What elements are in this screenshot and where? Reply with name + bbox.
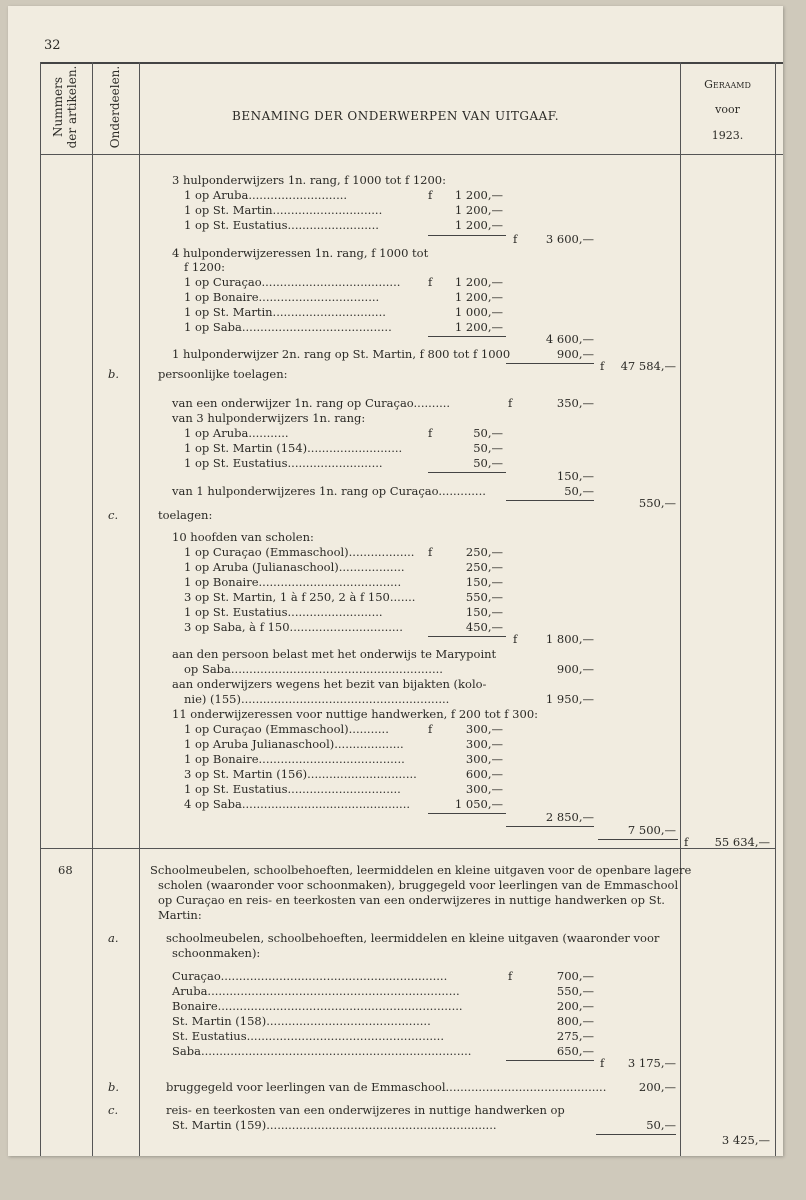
text-line: 1 op Aruba........................... — [184, 188, 348, 202]
amount: 275,— — [556, 1029, 594, 1043]
text-line: van 1 hulponderwijzeres 1n. rang op Curaçao............. — [172, 484, 486, 498]
article-description-line: scholen (waaronder voor schoonmaken), bruggegeld voor leerlingen van de Emmaschool — [158, 878, 679, 892]
text-line: reis- en teerkosten van een onderwijzeres in nuttige handwerken op — [166, 1103, 565, 1117]
header-estimate-year: 1923. — [711, 129, 744, 142]
amount: 550,— — [638, 496, 676, 510]
amount: 200,— — [638, 1080, 676, 1094]
amount: 350,— — [556, 396, 594, 410]
right-border — [775, 62, 776, 1156]
col1-divider — [92, 62, 93, 1156]
subdivision-letter: a. — [108, 931, 119, 945]
amount: 150,— — [556, 469, 594, 483]
text-line: 1 op Curaçao (Emmaschool)........... — [184, 722, 389, 736]
amount: 3 175,— — [627, 1056, 676, 1070]
page-number: 32 — [44, 38, 61, 53]
header-col-articles-line1: Nummers — [51, 77, 65, 137]
amount: 47 584,— — [620, 359, 676, 373]
amount: 2 850,— — [545, 810, 594, 824]
text-line: schoolmeubelen, schoolbehoeften, leermiddelen en kleine uitgaven (waaronder voor — [166, 931, 660, 945]
text-line: 1 op St. Martin............................... — [184, 305, 386, 319]
text-line: 10 hoofden van scholen: — [172, 530, 314, 544]
amount: 7 500,— — [627, 823, 676, 837]
sum-rule — [428, 813, 506, 814]
text-line: 1 op Saba......................................... — [184, 320, 392, 334]
currency-f: f — [513, 632, 518, 646]
text-line: 1 op Aruba (Julianaschool).................. — [184, 560, 405, 574]
sum-rule — [506, 826, 594, 827]
currency-f: f — [508, 969, 513, 983]
amount: 900,— — [556, 347, 594, 361]
text-line: nie) (155)......................................................... — [184, 692, 450, 706]
amount: 550,— — [465, 590, 503, 604]
amount: 150,— — [465, 575, 503, 589]
text-line: 1 op St. Eustatius......................... — [184, 218, 379, 232]
amount: 550,— — [556, 984, 594, 998]
amount: 50,— — [646, 1118, 676, 1132]
grand-total: 3 425,— — [721, 1133, 770, 1147]
article-number: 68 — [58, 863, 73, 877]
amount: 3 600,— — [545, 232, 594, 246]
text-line: Aruba..................................................................... — [172, 984, 460, 998]
article-description-line: op Curaçao en reis- en teerkosten van een onderwijzeres in nuttige handwerken op St. — [158, 893, 665, 907]
amount: 600,— — [465, 767, 503, 781]
subdivision-letter: b. — [108, 367, 120, 381]
amount: 1 950,— — [545, 692, 594, 706]
amount: 900,— — [556, 662, 594, 676]
header-estimate-for: voor — [715, 103, 740, 116]
col3-divider — [680, 62, 681, 1156]
currency-f: f — [428, 275, 433, 289]
text-line: 3 hulponderwijzers 1n. rang, f 1000 tot f 1200: — [172, 173, 447, 187]
text-line: 1 op St. Eustatius............................... — [184, 782, 401, 796]
text-line: aan den persoon belast met het onderwijs te Marypoint — [172, 647, 497, 661]
text-line: 3 op St. Martin (156).............................. — [184, 767, 417, 781]
section-heading: persoonlijke toelagen: — [158, 367, 288, 381]
currency-f: f — [513, 232, 518, 246]
amount: 50,— — [473, 426, 503, 440]
amount: 1 200,— — [454, 203, 503, 217]
amount: 50,— — [473, 456, 503, 470]
text-line: op Saba.......................................................... — [184, 662, 443, 676]
amount: 700,— — [556, 969, 594, 983]
currency-f: f — [600, 359, 605, 373]
amount: 150,— — [465, 605, 503, 619]
sum-rule — [428, 336, 506, 337]
text-line: f 1200: — [184, 260, 226, 274]
amount: 300,— — [465, 752, 503, 766]
text-line: van 3 hulponderwijzers 1n. rang: — [172, 411, 366, 425]
text-line: 1 op Aruba Julianaschool)................... — [184, 737, 404, 751]
text-line: 1 op St. Martin (154).......................... — [184, 441, 403, 455]
currency-f: f — [508, 396, 513, 410]
currency-f: f — [428, 426, 433, 440]
currency-f: f — [600, 1056, 605, 1070]
text-line: 3 op Saba, à f 150............................... — [184, 620, 403, 634]
header-bottom-rule — [40, 154, 783, 155]
text-line: Bonaire................................................................... — [172, 999, 463, 1013]
amount: 300,— — [465, 722, 503, 736]
sum-rule — [596, 1134, 676, 1135]
text-line: 1 op Aruba........... — [184, 426, 289, 440]
subdivision-letter: b. — [108, 1080, 120, 1094]
amount: 450,— — [465, 620, 503, 634]
amount: 250,— — [465, 545, 503, 559]
text-line: aan onderwijzers wegens het bezit van bijakten (kolo- — [172, 677, 487, 691]
amount: 1 000,— — [454, 305, 503, 319]
header-col-articles — [51, 57, 81, 157]
amount: 1 200,— — [454, 320, 503, 334]
grand-total: 55 634,— — [714, 835, 770, 849]
header-title: BENAMING DER ONDERWERPEN VAN UITGAAF. — [232, 109, 560, 123]
text-line: St. Eustatius...................................................... — [172, 1029, 444, 1043]
currency-f: f — [684, 835, 689, 849]
header-estimate-label: Geraamd — [704, 78, 751, 91]
text-line: 1 op Bonaire....................................... — [184, 575, 402, 589]
amount: 250,— — [465, 560, 503, 574]
amount: 200,— — [556, 999, 594, 1013]
article-divider — [40, 848, 775, 849]
text-line: 11 onderwijzeressen voor nuttige handwerken, f 200 tot f 300: — [172, 707, 539, 721]
header-col-articles-line2: der artikelen. — [65, 65, 79, 149]
amount: 4 600,— — [545, 332, 594, 346]
amount: 50,— — [473, 441, 503, 455]
text-line: 1 op St. Martin.............................. — [184, 203, 383, 217]
text-line: 1 op Curaçao (Emmaschool).................. — [184, 545, 415, 559]
amount: 650,— — [556, 1044, 594, 1058]
amount: 1 050,— — [454, 797, 503, 811]
sum-rule — [428, 472, 506, 473]
text-line: bruggegeld voor leerlingen van de Emmaschool............................................ — [166, 1080, 607, 1094]
text-line: 4 hulponderwijzeressen 1n. rang, f 1000 tot — [172, 246, 429, 260]
article-description-line: Schoolmeubelen, schoolbehoeften, leermiddelen en kleine uitgaven voor de openbare lagere — [150, 863, 692, 877]
amount: 1 200,— — [454, 188, 503, 202]
col2-divider — [139, 62, 140, 1156]
left-border — [40, 62, 41, 1156]
text-line: Saba.......................................................................... — [172, 1044, 472, 1058]
sum-rule — [506, 500, 594, 501]
text-line: 4 op Saba.............................................. — [184, 797, 411, 811]
amount: 1 800,— — [545, 632, 594, 646]
text-line: 1 op Bonaire................................. — [184, 290, 380, 304]
amount: 1 200,— — [454, 275, 503, 289]
amount: 1 200,— — [454, 218, 503, 232]
amount: 800,— — [556, 1014, 594, 1028]
currency-f: f — [428, 188, 433, 202]
currency-f: f — [428, 545, 433, 559]
document-page — [8, 6, 783, 1156]
text-line: 3 op St. Martin, 1 à f 250, 2 à f 150....... — [184, 590, 416, 604]
text-line: St. Martin (158)............................................. — [172, 1014, 431, 1028]
amount: 1 200,— — [454, 290, 503, 304]
table-top-rule — [40, 62, 783, 64]
text-line: schoonmaken): — [172, 946, 261, 960]
sum-rule — [506, 363, 594, 364]
text-line: 1 op Curaçao...................................... — [184, 275, 401, 289]
text-line: Curaçao.............................................................. — [172, 969, 448, 983]
sum-rule — [428, 636, 506, 637]
sum-rule — [428, 235, 506, 236]
text-line: St. Martin (159)............................................................... — [172, 1118, 497, 1132]
header-col-parts: Onderdeelen. — [108, 65, 122, 149]
amount: 300,— — [465, 737, 503, 751]
article-description-line: Martin: — [158, 908, 202, 922]
text-line: 1 hulponderwijzer 2n. rang op St. Martin, f 800 tot f 1000 — [172, 347, 511, 361]
sum-rule — [506, 1060, 594, 1061]
amount: 50,— — [564, 484, 594, 498]
subdivision-letter: c. — [108, 1103, 119, 1117]
currency-f: f — [428, 722, 433, 736]
text-line: 1 op Bonaire........................................ — [184, 752, 405, 766]
subdivision-letter: c. — [108, 508, 119, 522]
text-line: van een onderwijzer 1n. rang op Curaçao.......... — [172, 396, 451, 410]
sum-rule — [598, 839, 678, 840]
amount: 300,— — [465, 782, 503, 796]
text-line: 1 op St. Eustatius.......................... — [184, 456, 383, 470]
text-line: 1 op St. Eustatius.......................... — [184, 605, 383, 619]
section-heading: toelagen: — [158, 508, 213, 522]
